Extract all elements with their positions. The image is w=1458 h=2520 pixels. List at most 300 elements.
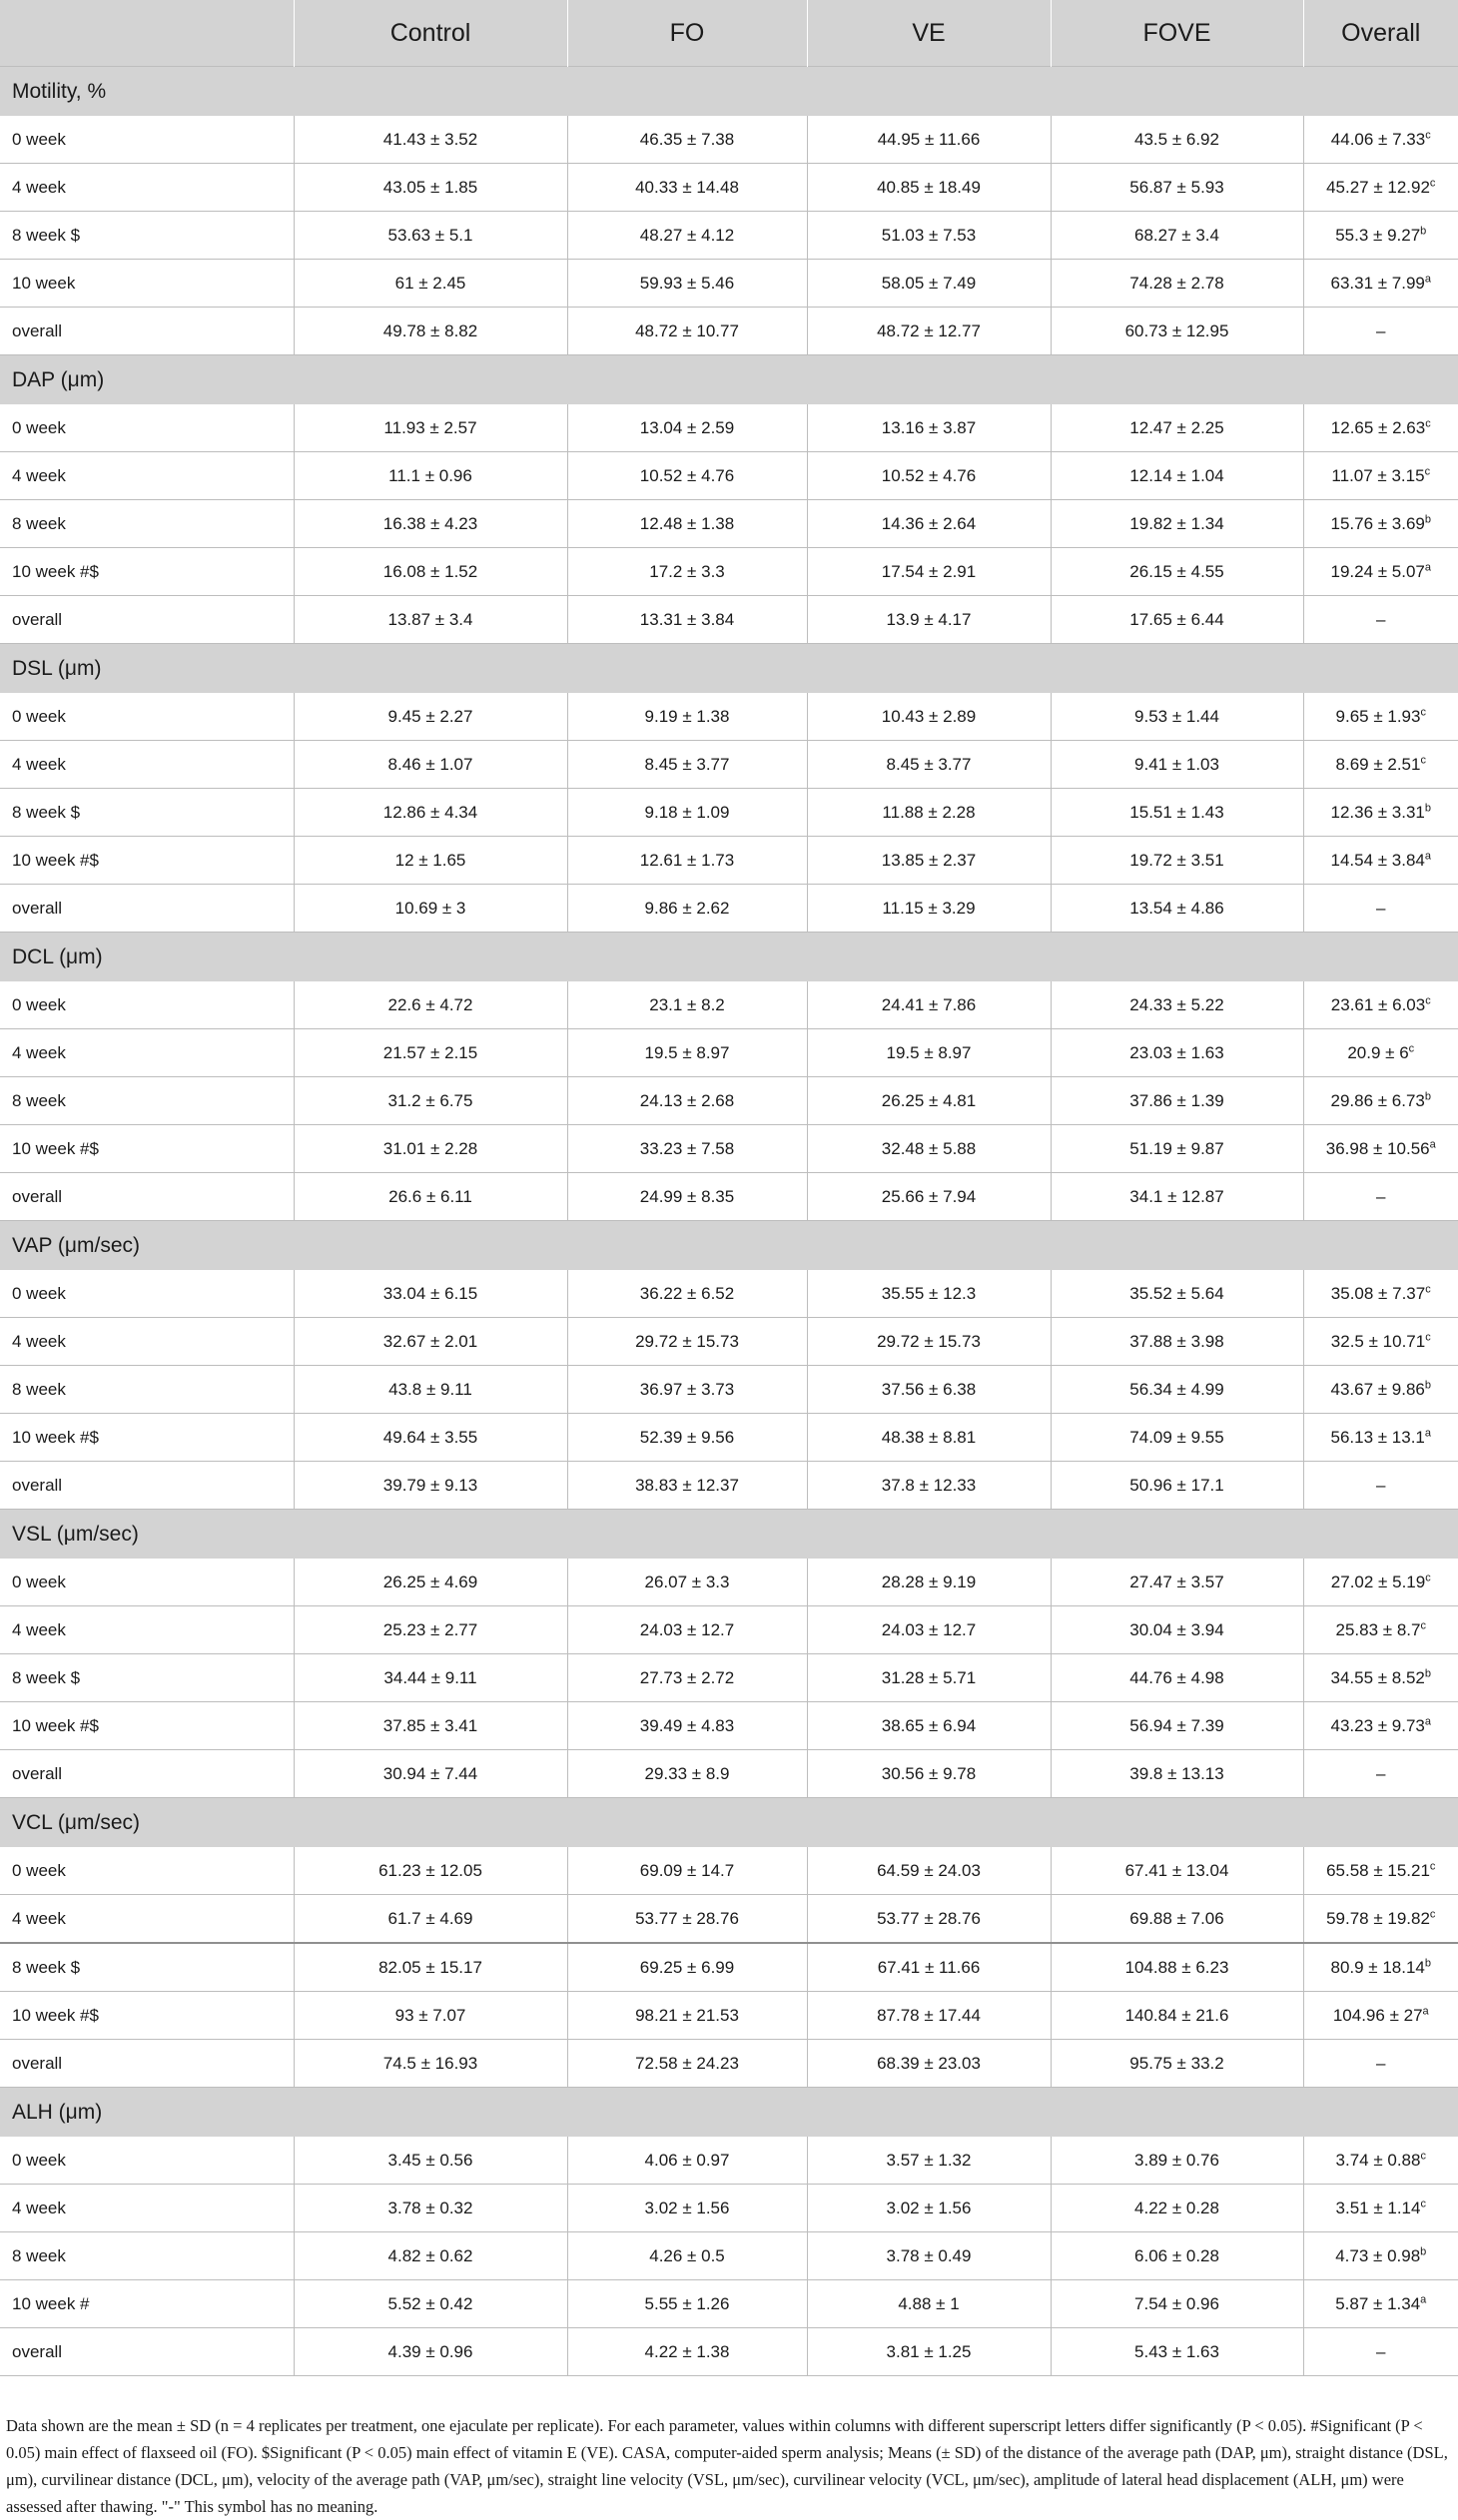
- cell-ve: 68.39 ± 23.03: [807, 2040, 1051, 2088]
- significance-letter: c: [1429, 1859, 1436, 1872]
- cell-fo: 59.93 ± 5.46: [567, 260, 807, 308]
- cell-fove: 68.27 ± 3.4: [1051, 212, 1303, 260]
- cell-fo: 29.72 ± 15.73: [567, 1318, 807, 1366]
- cell-ve: 19.5 ± 8.97: [807, 1029, 1051, 1077]
- cell-fo: 4.22 ± 1.38: [567, 2328, 807, 2376]
- cell-fove: 74.09 ± 9.55: [1051, 1414, 1303, 1462]
- overall-value: 63.31 ± 7.99: [1330, 273, 1425, 293]
- table-row: [0, 1270, 1458, 1318]
- cell-overall: [1303, 596, 1458, 644]
- cell-overall: [1303, 1173, 1458, 1221]
- cell-ve: 4.88 ± 1: [807, 2280, 1051, 2328]
- cell-control: 3.45 ± 0.56: [294, 2137, 567, 2185]
- cell-fove: 34.1 ± 12.87: [1051, 1173, 1303, 1221]
- section-title: VCL (μm/sec): [0, 1798, 1458, 1848]
- cell-control: 12 ± 1.65: [294, 837, 567, 885]
- cell-overall: [1303, 2280, 1458, 2328]
- cell-ve: 58.05 ± 7.49: [807, 260, 1051, 308]
- row-label: 10 week #: [0, 2280, 294, 2328]
- cell-overall: [1303, 1559, 1458, 1606]
- table-row: [0, 1847, 1458, 1895]
- cell-overall: [1303, 1702, 1458, 1750]
- cell-fo: 17.2 ± 3.3: [567, 548, 807, 596]
- significance-letter: a: [1424, 1714, 1432, 1727]
- row-label: 8 week $: [0, 1943, 294, 1992]
- table-row: [0, 2137, 1458, 2185]
- cell-fove: 7.54 ± 0.96: [1051, 2280, 1303, 2328]
- cell-control: 21.57 ± 2.15: [294, 1029, 567, 1077]
- cell-fo: 9.19 ± 1.38: [567, 693, 807, 741]
- table-row: [0, 1943, 1458, 1992]
- cell-fo: 46.35 ± 7.38: [567, 116, 807, 164]
- header-overall: Overall: [1303, 0, 1458, 67]
- cell-fove: 4.22 ± 0.28: [1051, 2185, 1303, 2232]
- table-row: [0, 741, 1458, 789]
- cell-overall: [1303, 1992, 1458, 2040]
- cell-fove: 56.94 ± 7.39: [1051, 1702, 1303, 1750]
- cell-fove: 104.88 ± 6.23: [1051, 1943, 1303, 1992]
- cell-overall: [1303, 500, 1458, 548]
- section-header-row: [0, 1510, 1458, 1560]
- significance-letter: c: [1420, 705, 1426, 718]
- cell-fo: 23.1 ± 8.2: [567, 981, 807, 1029]
- overall-value: 32.5 ± 10.71: [1330, 1331, 1426, 1351]
- significance-letter: c: [1425, 1330, 1431, 1343]
- cell-overall: [1303, 2185, 1458, 2232]
- cell-overall: [1303, 1462, 1458, 1510]
- cell-ve: 30.56 ± 9.78: [807, 1750, 1051, 1798]
- table-row: [0, 548, 1458, 596]
- cell-control: 11.1 ± 0.96: [294, 452, 567, 500]
- cell-control: 4.82 ± 0.62: [294, 2232, 567, 2280]
- cell-fo: 38.83 ± 12.37: [567, 1462, 807, 1510]
- overall-value: –: [1376, 2053, 1386, 2073]
- cell-overall: [1303, 2040, 1458, 2088]
- cell-overall: [1303, 404, 1458, 452]
- overall-value: 43.67 ± 9.86: [1330, 1379, 1425, 1399]
- cell-overall: [1303, 741, 1458, 789]
- row-label: 0 week: [0, 693, 294, 741]
- cell-fove: 30.04 ± 3.94: [1051, 1606, 1303, 1654]
- header-ve: VE: [807, 0, 1051, 67]
- cell-fove: 12.47 ± 2.25: [1051, 404, 1303, 452]
- cell-control: 61.23 ± 12.05: [294, 1847, 567, 1895]
- cell-control: 22.6 ± 4.72: [294, 981, 567, 1029]
- overall-value: 65.58 ± 15.21: [1326, 1860, 1430, 1880]
- row-label: overall: [0, 1462, 294, 1510]
- overall-value: 35.08 ± 7.37: [1330, 1283, 1426, 1303]
- cell-fove: 95.75 ± 33.2: [1051, 2040, 1303, 2088]
- table-row: [0, 1125, 1458, 1173]
- cell-overall: [1303, 1750, 1458, 1798]
- header-fove: FOVE: [1051, 0, 1303, 67]
- cell-ve: 51.03 ± 7.53: [807, 212, 1051, 260]
- table-row: [0, 404, 1458, 452]
- section-title: VAP (μm/sec): [0, 1221, 1458, 1271]
- cell-control: 26.25 ± 4.69: [294, 1559, 567, 1606]
- row-label: 10 week: [0, 260, 294, 308]
- cell-ve: 13.85 ± 2.37: [807, 837, 1051, 885]
- row-label: 8 week: [0, 1366, 294, 1414]
- cell-fove: 60.73 ± 12.95: [1051, 308, 1303, 355]
- cell-overall: [1303, 1318, 1458, 1366]
- overall-value: 14.54 ± 3.84: [1330, 850, 1425, 870]
- cell-fo: 48.72 ± 10.77: [567, 308, 807, 355]
- header-row: [0, 0, 1458, 67]
- cell-overall: [1303, 1606, 1458, 1654]
- overall-value: 55.3 ± 9.27: [1335, 225, 1421, 245]
- cell-fo: 72.58 ± 24.23: [567, 2040, 807, 2088]
- cell-control: 8.46 ± 1.07: [294, 741, 567, 789]
- significance-letter: a: [1429, 1137, 1436, 1150]
- cell-ve: 14.36 ± 2.64: [807, 500, 1051, 548]
- significance-letter: b: [1424, 1378, 1432, 1391]
- overall-value: 25.83 ± 8.7: [1335, 1619, 1421, 1639]
- row-label: 4 week: [0, 2185, 294, 2232]
- cell-control: 61 ± 2.45: [294, 260, 567, 308]
- cell-ve: 3.02 ± 1.56: [807, 2185, 1051, 2232]
- cell-fo: 48.27 ± 4.12: [567, 212, 807, 260]
- overall-value: 8.69 ± 2.51: [1335, 754, 1421, 774]
- overall-value: 19.24 ± 5.07: [1330, 561, 1425, 581]
- cell-fove: 43.5 ± 6.92: [1051, 116, 1303, 164]
- row-label: 10 week #$: [0, 1992, 294, 2040]
- cell-fove: 15.51 ± 1.43: [1051, 789, 1303, 837]
- row-label: 4 week: [0, 452, 294, 500]
- overall-value: 3.74 ± 0.88: [1335, 2150, 1421, 2170]
- cell-fo: 9.86 ± 2.62: [567, 885, 807, 933]
- cell-overall: [1303, 693, 1458, 741]
- cell-fo: 36.22 ± 6.52: [567, 1270, 807, 1318]
- cell-fo: 29.33 ± 8.9: [567, 1750, 807, 1798]
- cell-control: 41.43 ± 3.52: [294, 116, 567, 164]
- overall-value: –: [1376, 1763, 1386, 1783]
- cell-ve: 37.8 ± 12.33: [807, 1462, 1051, 1510]
- overall-value: 4.73 ± 0.98: [1335, 2245, 1421, 2265]
- overall-value: –: [1376, 2341, 1386, 2361]
- cell-overall: [1303, 2328, 1458, 2376]
- section-title: Motility, %: [0, 67, 1458, 117]
- table-row: [0, 2232, 1458, 2280]
- cell-fo: 53.77 ± 28.76: [567, 1895, 807, 1944]
- overall-value: 23.61 ± 6.03: [1330, 994, 1426, 1014]
- cell-control: 26.6 ± 6.11: [294, 1173, 567, 1221]
- significance-letter: c: [1425, 993, 1431, 1006]
- significance-letter: a: [1424, 272, 1432, 285]
- row-label: overall: [0, 308, 294, 355]
- cell-control: 43.8 ± 9.11: [294, 1366, 567, 1414]
- table-row: [0, 1606, 1458, 1654]
- cell-control: 33.04 ± 6.15: [294, 1270, 567, 1318]
- table-row: [0, 1077, 1458, 1125]
- cell-ve: 38.65 ± 6.94: [807, 1702, 1051, 1750]
- table-body: [0, 67, 1458, 2376]
- cell-fove: 74.28 ± 2.78: [1051, 260, 1303, 308]
- cell-control: 39.79 ± 9.13: [294, 1462, 567, 1510]
- significance-letter: c: [1425, 1571, 1431, 1583]
- table-row: [0, 212, 1458, 260]
- row-label: 10 week #$: [0, 1125, 294, 1173]
- significance-letter: c: [1429, 1907, 1436, 1920]
- overall-value: 9.65 ± 1.93: [1335, 706, 1421, 726]
- cell-control: 12.86 ± 4.34: [294, 789, 567, 837]
- cell-overall: [1303, 548, 1458, 596]
- overall-value: 27.02 ± 5.19: [1330, 1572, 1426, 1591]
- cell-fove: 37.88 ± 3.98: [1051, 1318, 1303, 1366]
- cell-fove: 56.34 ± 4.99: [1051, 1366, 1303, 1414]
- section-title: DSL (μm): [0, 644, 1458, 694]
- cell-ve: 26.25 ± 4.81: [807, 1077, 1051, 1125]
- overall-value: 12.65 ± 2.63: [1330, 417, 1426, 437]
- cell-ve: 3.57 ± 1.32: [807, 2137, 1051, 2185]
- significance-letter: b: [1424, 801, 1432, 814]
- table-row: [0, 1414, 1458, 1462]
- cell-control: 34.44 ± 9.11: [294, 1654, 567, 1702]
- overall-value: 3.51 ± 1.14: [1335, 2198, 1421, 2217]
- table-row: [0, 1029, 1458, 1077]
- cell-ve: 11.15 ± 3.29: [807, 885, 1051, 933]
- row-label: 0 week: [0, 116, 294, 164]
- cell-overall: [1303, 1029, 1458, 1077]
- cell-overall: [1303, 116, 1458, 164]
- overall-value: 59.78 ± 19.82: [1326, 1908, 1430, 1928]
- cell-control: 49.64 ± 3.55: [294, 1414, 567, 1462]
- cell-fove: 12.14 ± 1.04: [1051, 452, 1303, 500]
- row-label: 0 week: [0, 1847, 294, 1895]
- significance-letter: c: [1420, 753, 1426, 766]
- cell-fove: 44.76 ± 4.98: [1051, 1654, 1303, 1702]
- cell-overall: [1303, 1125, 1458, 1173]
- row-label: 8 week $: [0, 212, 294, 260]
- overall-value: 104.96 ± 27: [1332, 2005, 1423, 2025]
- overall-value: –: [1376, 1186, 1386, 1206]
- significance-letter: a: [1424, 560, 1432, 573]
- overall-value: –: [1376, 1475, 1386, 1495]
- row-label: 4 week: [0, 1895, 294, 1944]
- cell-fo: 40.33 ± 14.48: [567, 164, 807, 212]
- cell-overall: [1303, 1366, 1458, 1414]
- cell-ve: 10.43 ± 2.89: [807, 693, 1051, 741]
- row-label: 0 week: [0, 1270, 294, 1318]
- cell-fove: 50.96 ± 17.1: [1051, 1462, 1303, 1510]
- cell-control: 82.05 ± 15.17: [294, 1943, 567, 1992]
- cell-overall: [1303, 885, 1458, 933]
- cell-overall: [1303, 452, 1458, 500]
- table-row: [0, 693, 1458, 741]
- cell-ve: 32.48 ± 5.88: [807, 1125, 1051, 1173]
- row-label: overall: [0, 2328, 294, 2376]
- significance-letter: b: [1424, 512, 1432, 525]
- row-label: 0 week: [0, 2137, 294, 2185]
- row-label: 8 week $: [0, 1654, 294, 1702]
- row-label: 4 week: [0, 164, 294, 212]
- overall-value: 20.9 ± 6: [1347, 1042, 1409, 1062]
- cell-ve: 40.85 ± 18.49: [807, 164, 1051, 212]
- significance-letter: c: [1420, 2149, 1426, 2162]
- cell-fo: 36.97 ± 3.73: [567, 1366, 807, 1414]
- section-header-row: [0, 933, 1458, 982]
- header-blank: [0, 0, 294, 67]
- cell-fove: 24.33 ± 5.22: [1051, 981, 1303, 1029]
- significance-letter: b: [1424, 1666, 1432, 1679]
- significance-letter: b: [1420, 2244, 1427, 2257]
- cell-fove: 69.88 ± 7.06: [1051, 1895, 1303, 1944]
- cell-control: 32.67 ± 2.01: [294, 1318, 567, 1366]
- cell-overall: [1303, 1414, 1458, 1462]
- cell-ve: 31.28 ± 5.71: [807, 1654, 1051, 1702]
- table-row: [0, 981, 1458, 1029]
- cell-ve: 29.72 ± 15.73: [807, 1318, 1051, 1366]
- cell-overall: [1303, 1270, 1458, 1318]
- overall-value: 56.13 ± 13.1: [1330, 1427, 1425, 1447]
- significance-letter: c: [1420, 2197, 1426, 2209]
- table-row: [0, 1173, 1458, 1221]
- table-row: [0, 2185, 1458, 2232]
- overall-value: 12.36 ± 3.31: [1330, 802, 1425, 822]
- header-fo: FO: [567, 0, 807, 67]
- significance-letter: b: [1420, 224, 1427, 237]
- cell-fove: 37.86 ± 1.39: [1051, 1077, 1303, 1125]
- cell-fove: 3.89 ± 0.76: [1051, 2137, 1303, 2185]
- overall-value: –: [1376, 609, 1386, 629]
- header-control: Control: [294, 0, 567, 67]
- cell-fo: 39.49 ± 4.83: [567, 1702, 807, 1750]
- cell-ve: 35.55 ± 12.3: [807, 1270, 1051, 1318]
- table-footnote: Data shown are the mean ± SD (n = 4 replicates per treatment, one ejaculate per replicate). For each parameter, values within columns with different superscript letters differ significantly (P < 0.05). #Significant (P < 0.05) main effect of flaxseed oil (FO). $Significant (P < 0.05) main effect of vitamin E (VE). CASA, computer-aided sperm analysis; Means (± SD) of the distance of the average path (DAP, μm), straight distance (DSL, μm), curvilinear distance (DCL, μm), velocity of the average path (VAP, μm/sec), straight line velocity (VSL, μm/sec), curvilinear velocity (VCL, μm/sec), amplitude of lateral head displacement (ALH, μm) were assessed after thawing. "-" This symbol has no meaning.: [6, 2416, 1448, 2516]
- cell-overall: [1303, 308, 1458, 355]
- overall-value: –: [1376, 898, 1386, 918]
- cell-fo: 13.31 ± 3.84: [567, 596, 807, 644]
- cell-ve: 13.9 ± 4.17: [807, 596, 1051, 644]
- cell-fo: 24.13 ± 2.68: [567, 1077, 807, 1125]
- row-label: 0 week: [0, 404, 294, 452]
- row-label: 8 week: [0, 1077, 294, 1125]
- cell-fove: 23.03 ± 1.63: [1051, 1029, 1303, 1077]
- row-label: 0 week: [0, 981, 294, 1029]
- cell-control: 37.85 ± 3.41: [294, 1702, 567, 1750]
- overall-value: 29.86 ± 6.73: [1330, 1090, 1425, 1110]
- table-row: [0, 837, 1458, 885]
- cell-ve: 53.77 ± 28.76: [807, 1895, 1051, 1944]
- cell-fo: 12.61 ± 1.73: [567, 837, 807, 885]
- section-header-row: [0, 1221, 1458, 1271]
- row-label: overall: [0, 2040, 294, 2088]
- cell-fo: 69.25 ± 6.99: [567, 1943, 807, 1992]
- cell-overall: [1303, 2137, 1458, 2185]
- row-label: 0 week: [0, 1559, 294, 1606]
- cell-control: 31.2 ± 6.75: [294, 1077, 567, 1125]
- row-label: 8 week $: [0, 789, 294, 837]
- overall-value: 36.98 ± 10.56: [1325, 1138, 1430, 1158]
- cell-control: 16.08 ± 1.52: [294, 548, 567, 596]
- section-header-row: [0, 355, 1458, 405]
- cell-fove: 9.53 ± 1.44: [1051, 693, 1303, 741]
- row-label: overall: [0, 596, 294, 644]
- table-row: [0, 885, 1458, 933]
- row-label: overall: [0, 885, 294, 933]
- cell-fove: 56.87 ± 5.93: [1051, 164, 1303, 212]
- cell-fove: 5.43 ± 1.63: [1051, 2328, 1303, 2376]
- cell-fo: 10.52 ± 4.76: [567, 452, 807, 500]
- cell-overall: [1303, 212, 1458, 260]
- cell-fove: 6.06 ± 0.28: [1051, 2232, 1303, 2280]
- table-row: [0, 2280, 1458, 2328]
- row-label: 4 week: [0, 1318, 294, 1366]
- significance-letter: a: [1424, 849, 1432, 862]
- cell-fo: 27.73 ± 2.72: [567, 1654, 807, 1702]
- table-row: [0, 452, 1458, 500]
- cell-overall: [1303, 837, 1458, 885]
- cell-ve: 3.81 ± 1.25: [807, 2328, 1051, 2376]
- overall-value: 45.27 ± 12.92: [1326, 177, 1430, 197]
- cell-ve: 24.03 ± 12.7: [807, 1606, 1051, 1654]
- overall-value: 43.23 ± 9.73: [1330, 1715, 1425, 1735]
- cell-overall: [1303, 1895, 1458, 1944]
- cell-fove: 27.47 ± 3.57: [1051, 1559, 1303, 1606]
- cell-fo: 24.99 ± 8.35: [567, 1173, 807, 1221]
- significance-letter: c: [1429, 176, 1436, 189]
- cell-control: 5.52 ± 0.42: [294, 2280, 567, 2328]
- overall-value: 80.9 ± 18.14: [1330, 1957, 1425, 1977]
- cell-fove: 9.41 ± 1.03: [1051, 741, 1303, 789]
- cell-fove: 51.19 ± 9.87: [1051, 1125, 1303, 1173]
- cell-ve: 64.59 ± 24.03: [807, 1847, 1051, 1895]
- table-row: [0, 1654, 1458, 1702]
- table-row: [0, 1702, 1458, 1750]
- overall-value: 11.07 ± 3.15: [1331, 465, 1425, 485]
- table-row: [0, 789, 1458, 837]
- cell-fo: 12.48 ± 1.38: [567, 500, 807, 548]
- table-row: [0, 1318, 1458, 1366]
- table-row: [0, 1750, 1458, 1798]
- cell-control: 16.38 ± 4.23: [294, 500, 567, 548]
- cell-fo: 69.09 ± 14.7: [567, 1847, 807, 1895]
- cell-control: 30.94 ± 7.44: [294, 1750, 567, 1798]
- table-row: [0, 1559, 1458, 1606]
- significance-letter: a: [1420, 2292, 1427, 2305]
- section-title: DCL (μm): [0, 933, 1458, 982]
- cell-fo: 8.45 ± 3.77: [567, 741, 807, 789]
- cell-control: 4.39 ± 0.96: [294, 2328, 567, 2376]
- cell-fo: 98.21 ± 21.53: [567, 1992, 807, 2040]
- cell-fo: 24.03 ± 12.7: [567, 1606, 807, 1654]
- cell-fove: 26.15 ± 4.55: [1051, 548, 1303, 596]
- table-row: [0, 1992, 1458, 2040]
- row-label: 8 week: [0, 2232, 294, 2280]
- row-label: overall: [0, 1750, 294, 1798]
- cell-fo: 33.23 ± 7.58: [567, 1125, 807, 1173]
- table-row: [0, 260, 1458, 308]
- cell-fove: 39.8 ± 13.13: [1051, 1750, 1303, 1798]
- table-row: [0, 500, 1458, 548]
- cell-control: 13.87 ± 3.4: [294, 596, 567, 644]
- cell-control: 9.45 ± 2.27: [294, 693, 567, 741]
- cell-ve: 17.54 ± 2.91: [807, 548, 1051, 596]
- table-row: [0, 164, 1458, 212]
- table-row: [0, 596, 1458, 644]
- cell-overall: [1303, 981, 1458, 1029]
- cell-control: 93 ± 7.07: [294, 1992, 567, 2040]
- cell-fo: 52.39 ± 9.56: [567, 1414, 807, 1462]
- cell-ve: 44.95 ± 11.66: [807, 116, 1051, 164]
- section-title: ALH (μm): [0, 2088, 1458, 2138]
- cell-control: 31.01 ± 2.28: [294, 1125, 567, 1173]
- cell-ve: 13.16 ± 3.87: [807, 404, 1051, 452]
- table-row: [0, 1895, 1458, 1944]
- cell-ve: 37.56 ± 6.38: [807, 1366, 1051, 1414]
- significance-letter: c: [1424, 464, 1431, 477]
- cell-ve: 24.41 ± 7.86: [807, 981, 1051, 1029]
